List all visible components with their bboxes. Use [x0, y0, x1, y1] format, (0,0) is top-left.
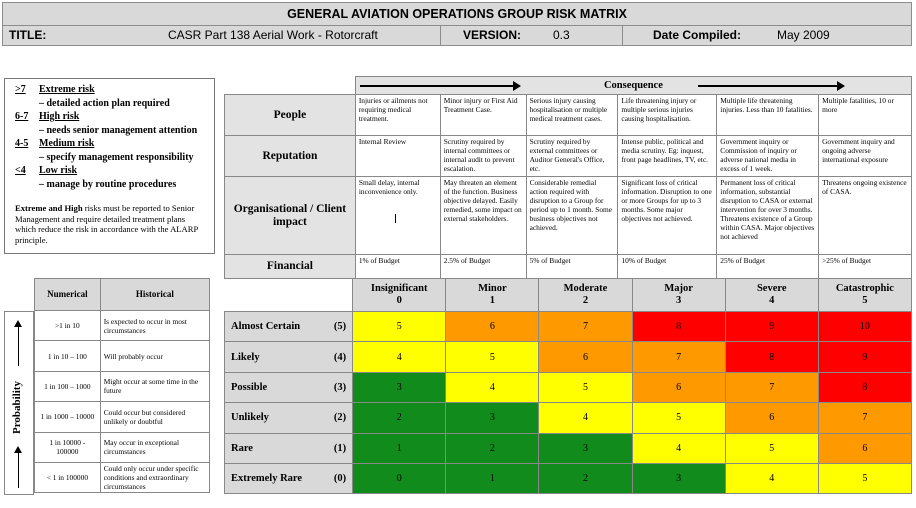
- consequence-cell: May threaten an element of the function. Business objective delayed. Easily remedied, some impact on external stakeholders.: [440, 177, 526, 255]
- legend-range: >7: [15, 84, 26, 95]
- matrix-row: [225, 433, 912, 463]
- risk-cell: 7: [539, 312, 632, 342]
- matrix-col-name: Insignificant: [370, 283, 428, 294]
- risk-level-legend: [4, 78, 215, 254]
- risk-cell: 1: [446, 463, 539, 493]
- matrix-row-score: (5): [333, 321, 347, 333]
- matrix-row-label: [225, 342, 353, 372]
- consequence-cell: Considerable remedial action required with disruption to a Group for period up to 1 month. Some business objectives not achieved.: [526, 177, 618, 255]
- consequence-cell: Government inquiry and ongoing adverse international exposure: [819, 136, 912, 177]
- consequence-cell: Scrutiny required by external committees or Auditor General's Office, etc.: [526, 136, 618, 177]
- legend-level-name: Extreme risk: [39, 84, 95, 95]
- right-arrow-icon: [698, 85, 838, 87]
- date-label: Date Compiled:: [653, 28, 742, 42]
- legend-level-name: Medium risk: [39, 138, 95, 149]
- legend-level: [15, 110, 214, 124]
- probability-numerical: < 1 in 100000: [35, 462, 101, 492]
- legend-note-text: risks must be reported to Senior Management and require detailed treatment plans which reduce the risk in accordance with the ALARP principle.: [15, 203, 198, 245]
- matrix-row-name: Unlikely: [231, 412, 269, 424]
- matrix-row-name: Likely: [231, 351, 260, 363]
- text-cursor-icon: [395, 214, 396, 223]
- risk-cell: 0: [353, 463, 446, 493]
- matrix-row: [225, 463, 912, 493]
- matrix-corner: [225, 279, 353, 312]
- probability-row: [35, 402, 210, 432]
- matrix-col-header: [725, 279, 818, 312]
- row-label-organisational: Organisational / Client impact: [225, 177, 356, 255]
- probability-axis: [4, 311, 34, 495]
- matrix-row: [225, 342, 912, 372]
- consequence-cell: Threatens ongoing existence of CASA.: [819, 177, 912, 255]
- risk-cell: 8: [818, 372, 911, 402]
- matrix-row-score: (0): [333, 473, 347, 485]
- consequence-cell: Internal Review: [355, 136, 440, 177]
- risk-cell: 6: [725, 403, 818, 433]
- version-value: 0.3: [553, 28, 570, 42]
- risk-cell: 9: [725, 312, 818, 342]
- matrix-col-name: Catastrophic: [835, 283, 894, 294]
- legend-level-action: – specify management responsibility: [39, 151, 194, 163]
- consequence-cell: Intense public, political and media scrutiny. Eg: inquest, front page headlines, TV, etc.: [618, 136, 717, 177]
- matrix-row-score: (1): [333, 442, 347, 454]
- matrix-row-label: [225, 463, 353, 493]
- consequence-cell: Significant loss of critical information. Disruption to one or more Groups for up to 3 months. Some major objectives not achieved.: [618, 177, 717, 255]
- risk-cell: 3: [353, 372, 446, 402]
- risk-cell: 4: [539, 403, 632, 433]
- risk-cell: 6: [539, 342, 632, 372]
- left-arrow-icon: [360, 85, 514, 87]
- consequence-cell: 5% of Budget: [526, 255, 618, 279]
- consequence-cell-text: Small delay, internal inconvenience only.: [358, 178, 420, 196]
- risk-cell: 5: [632, 403, 725, 433]
- risk-cell: 9: [818, 342, 911, 372]
- matrix-row-name: Almost Certain: [231, 321, 301, 333]
- consequence-cell: Serious injury causing hospitalisation or multiple medical treatment cases.: [526, 95, 618, 136]
- matrix-row-name: Extremely Rare: [231, 473, 303, 485]
- col-header-historical: Historical: [100, 279, 209, 311]
- risk-cell: 2: [539, 463, 632, 493]
- matrix-col-name: Minor: [478, 283, 507, 294]
- consequence-cell: Multiple life threatening injuries. Less than 10 fatalities.: [717, 95, 819, 136]
- matrix-row-label: [225, 372, 353, 402]
- row-label-financial: Financial: [225, 255, 356, 279]
- risk-cell: 4: [725, 463, 818, 493]
- risk-cell: 5: [818, 463, 911, 493]
- probability-historical: Could only occur under specific conditions and extraordinary circumstances: [100, 462, 209, 492]
- matrix-row-score: (3): [333, 381, 347, 393]
- probability-numerical: 1 in 10 – 100: [35, 341, 101, 371]
- legend-note: [15, 203, 214, 245]
- probability-row: [35, 341, 210, 371]
- consequence-cell: Government inquiry or Commission of inquiry or adverse national media in excess of 1 week.: [717, 136, 819, 177]
- risk-cell: 7: [632, 342, 725, 372]
- matrix-col-score: 4: [769, 295, 775, 306]
- legend-level: [15, 83, 214, 97]
- matrix-title: GENERAL AVIATION OPERATIONS GROUP RISK MATRIX: [2, 2, 912, 26]
- matrix-row-score: (4): [333, 351, 347, 363]
- matrix-row: [225, 312, 912, 342]
- consequence-cell: Scrutiny required by internal committees or internal audit to prevent escalation.: [440, 136, 526, 177]
- risk-cell: 7: [725, 372, 818, 402]
- legend-level-action: – manage by routine procedures: [39, 178, 177, 190]
- legend-level-action: – needs senior management attention: [39, 124, 198, 136]
- matrix-col-header: [818, 279, 911, 312]
- matrix-col-score: 2: [582, 295, 589, 306]
- risk-cell: 6: [446, 312, 539, 342]
- matrix-col-name: Moderate: [563, 283, 608, 294]
- risk-cell: 5: [725, 433, 818, 463]
- probability-historical: Could occur but considered unlikely or doubtful: [100, 402, 209, 432]
- legend-range: 4-5: [15, 138, 29, 149]
- risk-cell: 8: [632, 312, 725, 342]
- matrix-col-score: 1: [489, 295, 495, 306]
- col-header-numerical: Numerical: [35, 279, 101, 311]
- consequence-cell: [355, 177, 440, 255]
- risk-cell: 4: [353, 342, 446, 372]
- matrix-row: [225, 372, 912, 402]
- consequence-table: [224, 76, 912, 279]
- legend-level-name: Low risk: [39, 165, 78, 176]
- consequence-cell: 25% of Budget: [717, 255, 819, 279]
- risk-cell: 1: [353, 433, 446, 463]
- row-label-people: People: [225, 95, 356, 136]
- risk-cell: 2: [353, 403, 446, 433]
- probability-numerical: 1 in 100 – 1000: [35, 371, 101, 401]
- probability-historical: Is expected to occur in most circumstances: [100, 311, 209, 341]
- risk-cell: 10: [818, 312, 911, 342]
- matrix-col-header: [539, 279, 632, 312]
- risk-cell: 4: [446, 372, 539, 402]
- matrix-row: [225, 403, 912, 433]
- risk-matrix: [224, 278, 912, 494]
- matrix-col-header: [353, 279, 446, 312]
- matrix-col-score: 0: [396, 295, 402, 306]
- matrix-col-name: Severe: [756, 283, 787, 294]
- matrix-row-name: Possible: [231, 381, 268, 393]
- consequence-cell: Permanent loss of critical information, substantial disruption to CASA or external intervention for over 3 months. Threatens existence of a Group within CASA. Major objectives not achieved: [717, 177, 819, 255]
- consequence-cell: Life threatening injury or multiple serious injuries causing hospitalisation.: [618, 95, 717, 136]
- version-label: VERSION:: [463, 28, 522, 42]
- matrix-row-label: [225, 312, 353, 342]
- risk-cell: 7: [818, 403, 911, 433]
- matrix-col-header: [632, 279, 725, 312]
- risk-cell: 6: [632, 372, 725, 402]
- risk-cell: 2: [446, 433, 539, 463]
- risk-cell: 3: [539, 433, 632, 463]
- title-value: CASR Part 138 Aerial Work - Rotorcraft: [168, 28, 378, 42]
- matrix-col-name: Major: [664, 283, 693, 294]
- probability-row: [35, 462, 210, 492]
- consequence-heading: [355, 77, 911, 95]
- legend-level: [15, 164, 214, 178]
- consequence-corner: [225, 77, 356, 95]
- legend-level: [15, 137, 214, 151]
- consequence-cell: Minor injury or First Aid Treatment Case.: [440, 95, 526, 136]
- probability-axis-label: Probability: [11, 381, 23, 434]
- legend-level-action: – detailed action plan required: [39, 97, 170, 109]
- risk-cell: 5: [353, 312, 446, 342]
- consequence-cell: Injuries or ailments not requiring medical treatment.: [355, 95, 440, 136]
- matrix-row-label: [225, 403, 353, 433]
- probability-table: [34, 278, 210, 493]
- risk-cell: 5: [539, 372, 632, 402]
- legend-range: 6-7: [15, 111, 29, 122]
- matrix-row-label: [225, 433, 353, 463]
- legend-note-bold: Extreme and High: [15, 203, 83, 213]
- consequence-cell: Multiple fatalities, 10 or more: [819, 95, 912, 136]
- title-label: TITLE:: [9, 28, 47, 42]
- probability-historical: Might occur at some time in the future: [100, 371, 209, 401]
- risk-cell: 6: [818, 433, 911, 463]
- legend-range: <4: [15, 165, 26, 176]
- consequence-cell: 10% of Budget: [618, 255, 717, 279]
- probability-row: [35, 371, 210, 401]
- row-label-reputation: Reputation: [225, 136, 356, 177]
- probability-row: [35, 311, 210, 341]
- probability-numerical: 1 in 10000 - 100000: [35, 432, 101, 462]
- risk-cell: 3: [446, 403, 539, 433]
- date-value: May 2009: [777, 28, 830, 42]
- header-info-row: [2, 26, 912, 46]
- risk-cell: 5: [446, 342, 539, 372]
- probability-historical: May occur in exceptional circumstances: [100, 432, 209, 462]
- probability-row: [35, 432, 210, 462]
- legend-level-name: High risk: [39, 111, 80, 122]
- risk-cell: 4: [632, 433, 725, 463]
- consequence-cell: >25% of Budget: [819, 255, 912, 279]
- matrix-col-score: 3: [675, 295, 682, 306]
- probability-historical: Will probably occur: [100, 341, 209, 371]
- matrix-col-score: 5: [862, 295, 868, 306]
- consequence-cell: 1% of Budget: [355, 255, 440, 279]
- matrix-col-header: [446, 279, 539, 312]
- risk-cell: 8: [725, 342, 818, 372]
- matrix-row-score: (2): [333, 412, 347, 424]
- probability-numerical: 1 in 1000 – 10000: [35, 402, 101, 432]
- consequence-cell: 2.5% of Budget: [440, 255, 526, 279]
- probability-numerical: >1 in 10: [35, 311, 101, 341]
- consequence-heading-label: Consequence: [603, 80, 663, 91]
- matrix-row-name: Rare: [231, 442, 253, 454]
- risk-cell: 3: [632, 463, 725, 493]
